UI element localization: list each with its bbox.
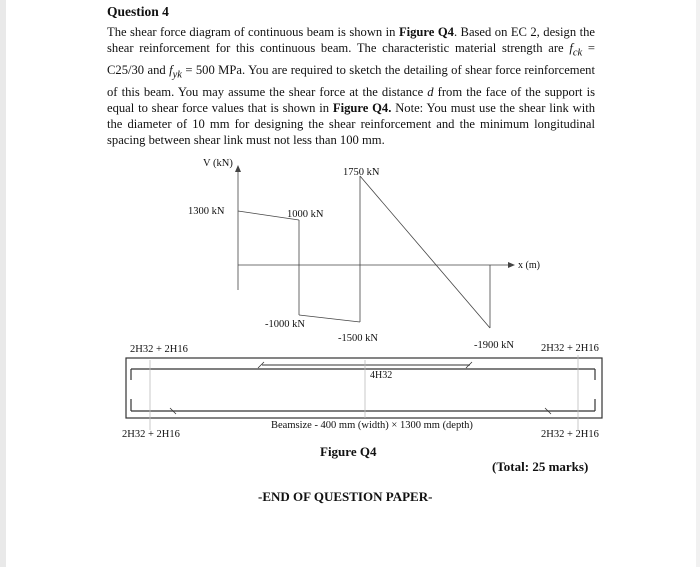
- rebar-label-top-right: 2H32 + 2H16: [541, 343, 599, 354]
- shear-label-minus-1500: -1500 kN: [338, 333, 378, 344]
- shear-label-minus-1000: -1000 kN: [265, 319, 305, 330]
- text-part-6: Note: You must use the shear link with the diameter of 10 mm for designing the shear reinforcement and the minimum longitudinal spacing between shear link must not less than 100 mm.: [107, 100, 595, 148]
- text-part-2: . Based on EC 2, design the shear reinforcement for this continuous beam. The characteristic material strength are: [107, 25, 595, 56]
- sfd-segment-1000: [299, 315, 360, 322]
- fyk-subscript: yk: [172, 69, 182, 81]
- rebar-label-top-left: 2H32 + 2H16: [130, 344, 188, 355]
- shear-force-diagram: [238, 170, 508, 328]
- fck-subscript: ck: [572, 47, 583, 59]
- question-title: Question 4: [107, 4, 169, 19]
- figure-caption: Figure Q4: [320, 444, 377, 459]
- rebar-label-bottom-right: 2H32 + 2H16: [541, 429, 599, 440]
- beam-outline: [126, 358, 602, 418]
- rebar-label-bottom-left: 2H32 + 2H16: [122, 429, 180, 440]
- x-axis-label: x (m): [518, 260, 540, 271]
- text-part-3: = C25/30 and: [107, 41, 595, 77]
- end-of-paper: -END OF QUESTION PAPER-: [258, 489, 433, 504]
- beam-elevation: [126, 355, 602, 430]
- total-marks: (Total: 25 marks): [492, 459, 589, 474]
- text-part-5: from the face of the support is equal to shear force values that is shown in: [107, 84, 595, 115]
- v-axis-arrow: [235, 165, 241, 172]
- x-axis-arrow: [508, 262, 515, 268]
- d-symbol: d: [427, 84, 434, 99]
- figure-reference-1: Figure Q4: [398, 25, 454, 39]
- rebar-label-middle: 4H32: [370, 370, 393, 381]
- sfd-slope: [360, 176, 490, 328]
- shear-label-1750: 1750 kN: [343, 167, 380, 178]
- beam-size-label: Beamsize - 400 mm (width) × 1300 mm (depth): [271, 420, 473, 431]
- shear-label-1000: 1000 kN: [287, 209, 324, 220]
- fyk-symbol: f: [169, 62, 173, 77]
- text-part-4: = 500 MPa. You are required to sketch the detailing of shear force reinforcement of this beam. You may assume the shear force at the distance: [107, 62, 595, 99]
- text-part-1: The shear force diagram of continuous beam is shown in: [107, 25, 399, 39]
- figure-reference-2: Figure Q4.: [332, 100, 392, 115]
- shear-label-1300: 1300 kN: [188, 206, 225, 217]
- v-axis-label: V (kN): [203, 158, 233, 169]
- shear-label-minus-1900: -1900 kN: [474, 340, 514, 351]
- fck-symbol: f: [569, 41, 573, 56]
